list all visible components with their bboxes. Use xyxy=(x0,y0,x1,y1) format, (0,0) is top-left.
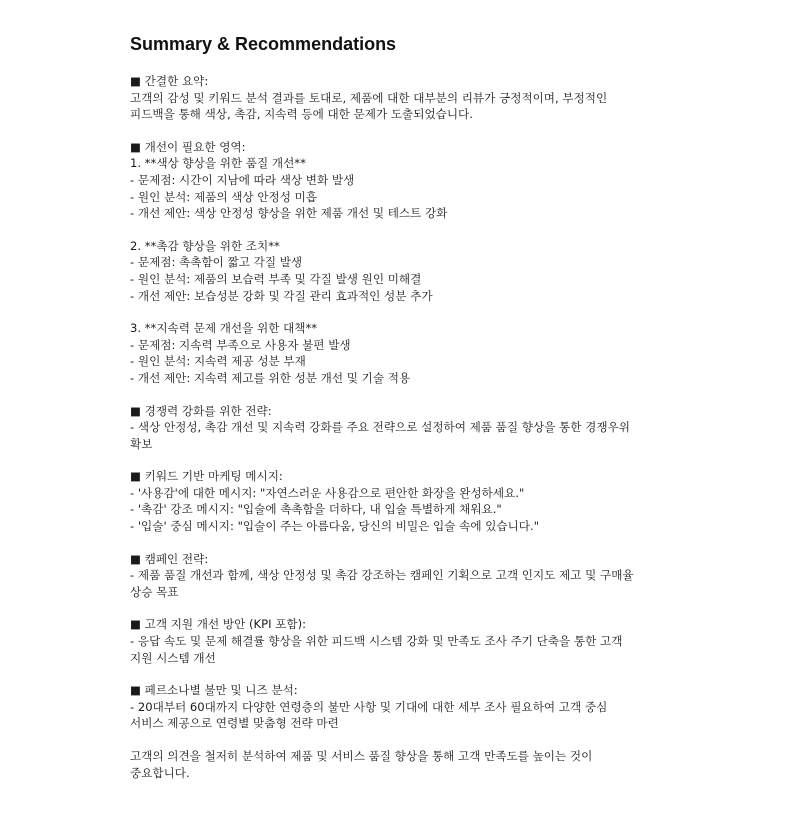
support-text-line: - 응답 속도 및 문제 해결률 향상을 위한 피드백 시스템 강화 및 만족도 조사 주기 단축을 통한 고객 xyxy=(130,634,623,649)
improvement-item-line: - 개선 제안: 보습성분 강화 및 각질 관리 효과적인 성분 추가 xyxy=(130,288,433,303)
marketing-message-line: - '입술' 중심 메시지: "입술이 주는 아름다움, 당신의 비밀은 입술 속에 있습니다." xyxy=(130,519,540,534)
improvement-item-line: - 원인 분석: 지속력 제공 성분 부재 xyxy=(130,354,306,369)
closing-section xyxy=(130,748,690,781)
improvement-texture-section xyxy=(130,238,690,304)
improvement-item-line: - 개선 제안: 색상 안정성 향상을 위한 제품 개선 및 테스트 강화 xyxy=(130,206,448,221)
persona-text-line: - 20대부터 60대까지 다양한 연령층의 불만 사항 및 기대에 대한 세부 조사 필요하여 고객 중심 xyxy=(130,699,608,714)
summary-section xyxy=(130,73,690,123)
summary-heading: ■ 간결한 요약: xyxy=(130,74,209,88)
improvement-heading: ■ 개선이 필요한 영역: xyxy=(130,139,246,154)
campaign-heading: ■ 캠페인 전략: xyxy=(130,551,209,566)
support-heading: ■ 고객 지원 개선 방안 (KPI 포함): xyxy=(130,617,307,632)
improvement-item-title: 2. **촉감 향상을 위한 조치** xyxy=(130,238,280,253)
improvement-item-line: - 원인 분석: 제품의 색상 안정성 미흡 xyxy=(130,189,317,204)
improvement-item-line: - 문제점: 지속력 부족으로 사용자 불편 발생 xyxy=(130,337,351,352)
persona-heading: ■ 페르소나별 불만 및 니즈 분석: xyxy=(130,683,298,698)
support-text-line: 지원 시스템 개선 xyxy=(130,650,216,665)
strategy-text-line: 확보 xyxy=(130,436,153,451)
improvement-longevity-section xyxy=(130,320,690,386)
customer-support-section xyxy=(130,616,690,666)
campaign-text-line: - 제품 품질 개선과 함께, 색상 안정성 및 촉감 강조하는 캠페인 기획으로 고객 인지도 제고 및 구매율 xyxy=(130,568,634,583)
persona-text-line: 서비스 제공으로 연령별 맞춤형 전략 마련 xyxy=(130,716,339,731)
marketing-message-line: - '촉감' 강조 메시지: "입술에 촉촉함을 더하다, 내 입술 특별하게 채워요." xyxy=(130,502,502,517)
summary-text-line: 고객의 감성 및 키워드 분석 결과를 토대로, 제품에 대한 대부분의 리뷰가 긍정적이며, 부정적인 xyxy=(130,90,608,105)
strategy-heading: ■ 경쟁력 강화를 위한 전략: xyxy=(130,403,272,418)
persona-analysis-section xyxy=(130,682,690,732)
closing-text-line: 중요합니다. xyxy=(130,765,190,780)
summary-text-line: 피드백을 통해 색상, 촉감, 지속력 등에 대한 문제가 도출되었습니다. xyxy=(130,107,473,122)
competitive-strategy-section xyxy=(130,403,690,453)
improvement-item-title: 1. **색상 향상을 위한 품질 개선** xyxy=(130,156,306,171)
improvement-item-title: 3. **지속력 문제 개선을 위한 대책** xyxy=(130,321,318,336)
campaign-text-line: 상승 목표 xyxy=(130,584,179,599)
document-page xyxy=(130,33,690,797)
improvement-color-section xyxy=(130,139,690,222)
improvement-item-line: - 원인 분석: 제품의 보습력 부족 및 각질 발생 원인 미해결 xyxy=(130,271,422,286)
campaign-strategy-section xyxy=(130,551,690,601)
improvement-item-line: - 문제점: 촉촉함이 짧고 각질 발생 xyxy=(130,255,303,270)
strategy-text-line: - 색상 안정성, 촉감 개선 및 지속력 강화를 주요 전략으로 설정하여 제품 품질 향상을 통한 경쟁우위 xyxy=(130,420,630,435)
improvement-item-line: - 문제점: 시간이 지남에 따라 색상 변화 발생 xyxy=(130,172,355,187)
marketing-message-section xyxy=(130,468,690,534)
page-title: Summary & Recommendations xyxy=(130,34,397,54)
marketing-message-line: - '사용감'에 대한 메시지: "자연스러운 사용감으로 편안한 화장을 완성하세요." xyxy=(130,485,525,500)
closing-text-line: 고객의 의견을 철저히 분석하여 제품 및 서비스 품질 향상을 통해 고객 만족도를 높이는 것이 xyxy=(130,749,593,763)
marketing-heading: ■ 키워드 기반 마케팅 메시지: xyxy=(130,469,283,484)
improvement-item-line: - 개선 제안: 지속력 제고를 위한 성분 개선 및 기술 적용 xyxy=(130,370,411,385)
